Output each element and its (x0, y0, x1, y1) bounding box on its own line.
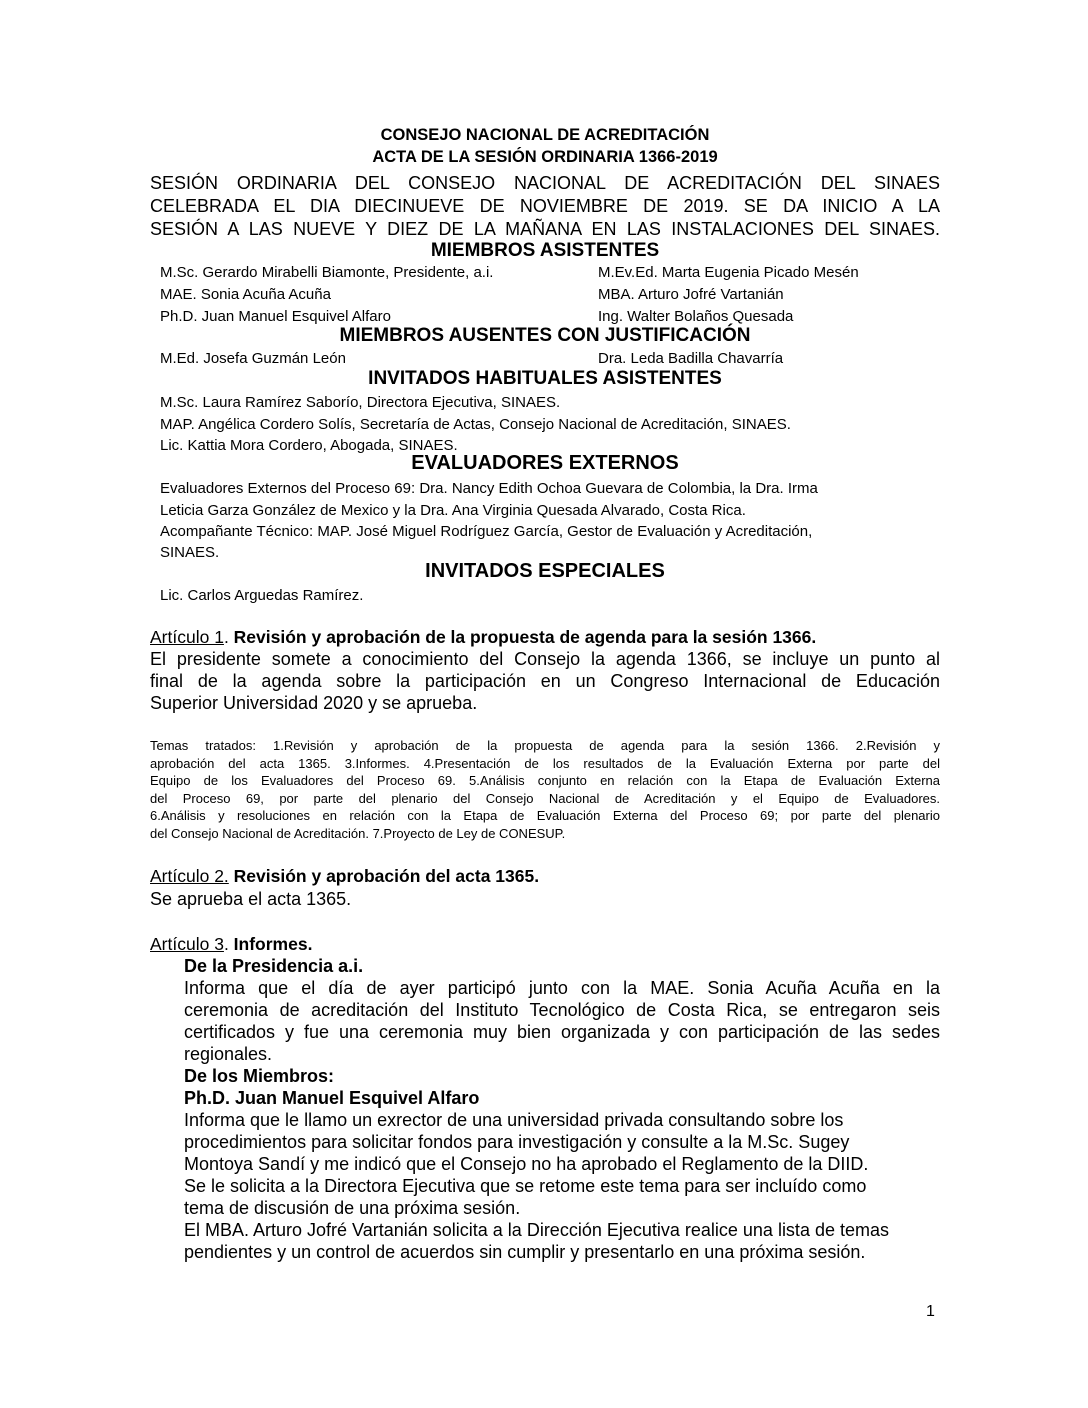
body-line: El presidente somete a conocimiento del Consejo la agenda 1366, se incluye un punto al (150, 649, 940, 669)
member-row (160, 264, 880, 286)
guest-line: M.Sc. Laura Ramírez Saborío, Directora Ejecutiva, SINAES. (160, 394, 561, 411)
member-name: M.Ed. Josefa Guzmán León (160, 350, 346, 367)
member-name: Ing. Walter Bolaños Quesada (598, 308, 794, 325)
intro-line-2: CELEBRADA EL DIA DIECINUEVE DE NOVIEMBRE DE 2019. SE DA INICIO A LA (150, 196, 940, 216)
document-subtitle: ACTA DE LA SESIÓN ORDINARIA 1366-2019 (372, 148, 718, 166)
evaluator-line: Leticia Garza González de Mexico y la Dra. Ana Virginia Quesada Alvarado, Costa Rica. (160, 502, 746, 519)
article-title: Revisión y aprobación de la propuesta de agenda para la sesión 1366. (233, 627, 817, 647)
article-number: Artículo 1 (150, 627, 224, 647)
body-line: ceremonia de acreditación del Instituto Tecnológico de Costa Rica, se entregaron seis (184, 1000, 940, 1020)
body-line: Se le solicita a la Directora Ejecutiva que se retome este tema para ser incluído como (184, 1176, 867, 1196)
article-separator: . (223, 934, 234, 954)
special-guest-line: Lic. Carlos Arguedas Ramírez. (160, 587, 364, 604)
member-name: M.Sc. Gerardo Mirabelli Biamonte, Presidente, a.i. (160, 264, 494, 281)
member-name: Ph.D. Juan Manuel Esquivel Alfaro (160, 308, 391, 325)
body-line: Informa que el día de ayer participó junto con la MAE. Sonia Acuña Acuña en la (184, 978, 940, 998)
article-2-heading (150, 865, 940, 887)
member-row (160, 286, 880, 308)
evaluator-line: Evaluadores Externos del Proceso 69: Dra. Nancy Edith Ochoa Guevara de Colombia, la Dra. Irma (160, 480, 818, 497)
evaluator-line: SINAES. (160, 544, 220, 561)
intro-line-1: SESIÓN ORDINARIA DEL CONSEJO NACIONAL DE ACREDITACIÓN DEL SINAES (150, 173, 940, 193)
body-line: final de la agenda sobre la participación en un Congreso Internacional de Educación (150, 671, 940, 691)
temas-line: aprobación del acta 1365. 3.Informes. 4.Presentación de los resultados de la Evaluación Externa por parte del (150, 755, 940, 771)
section-heading-invitados-habituales: INVITADOS HABITUALES ASISTENTES (368, 368, 722, 389)
section-heading-miembros-ausentes: MIEMBROS AUSENTES CON JUSTIFICACIÓN (339, 325, 751, 346)
article-number: Artículo 3 (150, 934, 224, 954)
temas-tratados (150, 737, 940, 842)
body-line: tema de discusión de una próxima sesión. (184, 1198, 521, 1218)
body-line: Montoya Sandí y me indicó que el Consejo no ha aprobado el Reglamento de la DIID. (184, 1154, 869, 1174)
article-1-heading (150, 626, 940, 648)
article-title: Revisión y aprobación del acta 1365. (233, 866, 540, 886)
article-2-body: Se aprueba el acta 1365. (150, 889, 352, 909)
temas-line: Temas tratados: 1.Revisión y aprobación de la propuesta de agenda para la sesión 1366. 2.Revisión y (150, 738, 940, 753)
temas-line: del Proceso 69, por parte del plenario del Consejo Nacional de Acreditación y el Equipo de Evaluadores. (150, 790, 940, 806)
member-name: M.Ev.Ed. Marta Eugenia Picado Mesén (598, 264, 859, 281)
document-title: CONSEJO NACIONAL DE ACREDITACIÓN (380, 126, 710, 144)
temas-line: del Consejo Nacional de Acreditación. 7.Proyecto de Ley de CONESUP. (150, 825, 566, 841)
section-heading-miembros-asistentes: MIEMBROS ASISTENTES (430, 240, 660, 261)
guest-line: Lic. Kattia Mora Cordero, Abogada, SINAES. (160, 437, 458, 454)
body-line: pendientes y un control de acuerdos sin cumplir y presentarlo en una próxima sesión. (184, 1242, 866, 1262)
member-name: MAE. Sonia Acuña Acuña (160, 286, 331, 303)
section-heading-invitados-especiales: INVITADOS ESPECIALES (425, 560, 665, 582)
subsection-heading: De la Presidencia a.i. (184, 956, 364, 976)
guest-line: MAP. Angélica Cordero Solís, Secretaría de Actas, Consejo Nacional de Acreditación, SINAES. (160, 416, 791, 433)
subsection-heading: De los Miembros: (184, 1066, 335, 1086)
article-title: Informes. (233, 934, 313, 954)
temas-line: Equipo de los Evaluadores del Proceso 69. 5.Análisis conjunto en relación con la Etapa de Evaluación Externa (150, 773, 940, 788)
article-3-heading (150, 933, 940, 955)
body-line: Superior Universidad 2020 y se aprueba. (150, 693, 478, 713)
member-subheading: Ph.D. Juan Manuel Esquivel Alfaro (184, 1088, 480, 1108)
member-name: MBA. Arturo Jofré Vartanián (598, 286, 784, 303)
temas-line: 6.Análisis y resoluciones en relación con la Etapa de Evaluación Externa del Proceso 69; por parte del plenario (150, 808, 940, 823)
body-line: El MBA. Arturo Jofré Vartanián solicita a la Dirección Ejecutiva realice una lista de temas (184, 1220, 889, 1240)
body-line: regionales. (184, 1044, 273, 1064)
article-1-body (150, 648, 940, 714)
article-number: Artículo 2. (150, 866, 229, 886)
member-name: Dra. Leda Badilla Chavarría (598, 350, 784, 367)
article-separator: . (223, 627, 234, 647)
body-line: certificados y fue una ceremonia muy bien organizada y con participación de las sedes (184, 1022, 940, 1042)
article-3-body (184, 955, 940, 1263)
body-line: procedimientos para solicitar fondos para investigación y consulte a la M.Sc. Sugey (184, 1132, 850, 1152)
section-heading-evaluadores: EVALUADORES EXTERNOS (411, 452, 679, 474)
intro-line-3: SESIÓN A LAS NUEVE Y DIEZ DE LA MAÑANA EN LAS INSTALACIONES DEL SINAES. (150, 219, 940, 239)
page-number: 1 (926, 1303, 935, 1320)
body-line: Informa que le llamo un exrector de una universidad privada consultando sobre los (184, 1110, 844, 1130)
evaluator-line: Acompañante Técnico: MAP. José Miguel Rodríguez García, Gestor de Evaluación y Acreditación, (160, 523, 813, 540)
